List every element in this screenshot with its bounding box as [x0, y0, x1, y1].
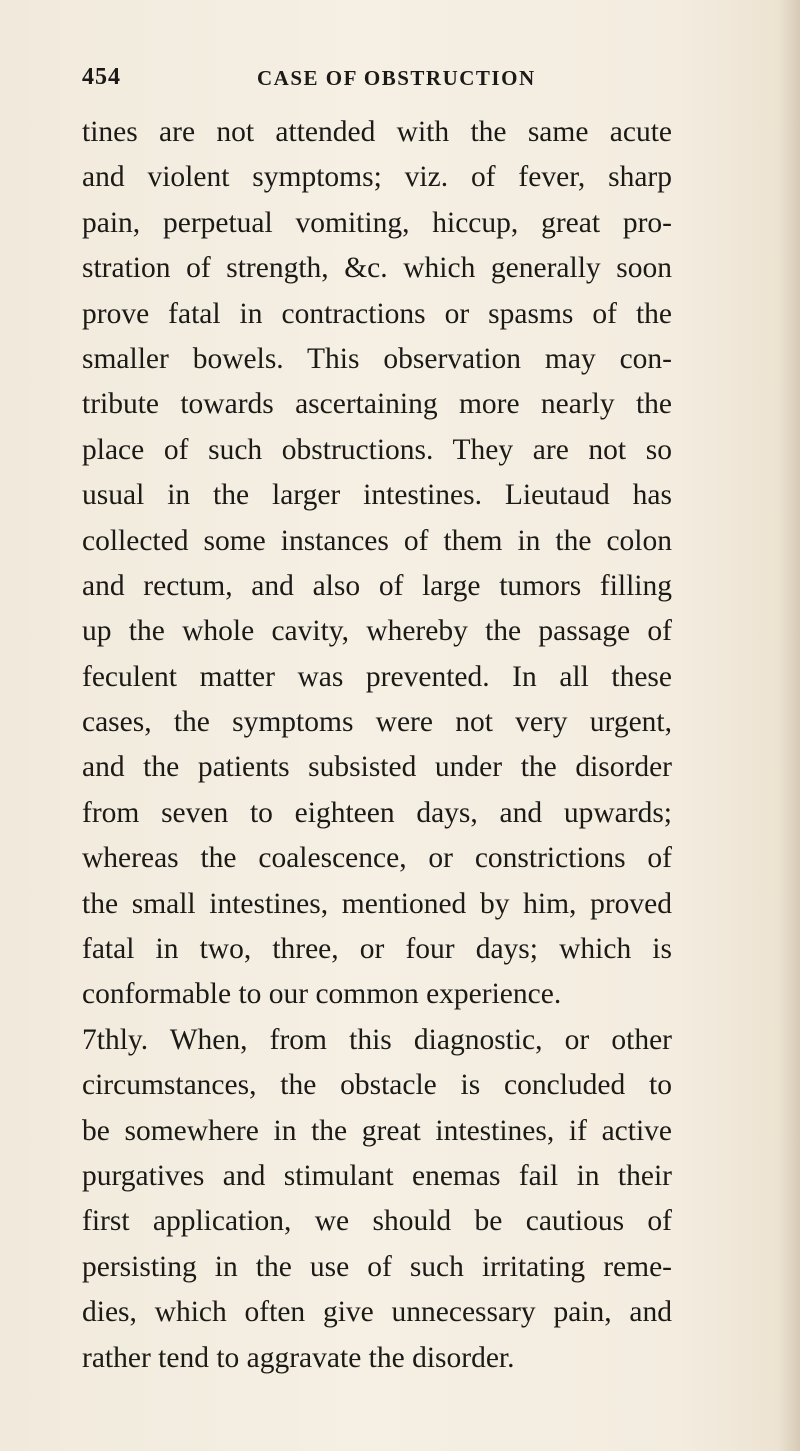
text-line: the small intestines, mentioned by him, proved: [82, 887, 672, 920]
text-line: and the patients subsisted under the disorder: [82, 751, 672, 784]
text-line: purgatives and stimulant enemas fail in their: [82, 1159, 672, 1192]
body-text: [82, 110, 672, 1381]
text-line: feculent matter was prevented. In all these: [82, 660, 672, 693]
running-head: CASE OF OBSTRUCTION: [257, 66, 536, 90]
text-line: pain, perpetual vomiting, hiccup, great pro-: [82, 206, 672, 239]
text-line: persisting in the use of such irritating reme-: [82, 1250, 672, 1283]
text-line: prove fatal in contractions or spasms of the: [82, 297, 672, 330]
text-line: place of such obstructions. They are not so: [82, 433, 672, 466]
text-line: smaller bowels. This observation may con-: [82, 342, 672, 375]
text-line: stration of strength, &c. which generally soon: [82, 252, 672, 285]
text-line: first application, we should be cautious of: [82, 1205, 672, 1238]
text-line: fatal in two, three, or four days; which is: [82, 933, 672, 966]
page-edge-shadow: [778, 0, 800, 1451]
text-line: and rectum, and also of large tumors filling: [82, 569, 672, 602]
text-line: be somewhere in the great intestines, if active: [82, 1114, 672, 1147]
text-line: usual in the larger intestines. Lieutaud has: [82, 479, 672, 512]
text-line: from seven to eighteen days, and upwards;: [82, 796, 672, 829]
text-line: collected some instances of them in the colon: [82, 524, 672, 557]
text-line: tines are not attended with the same acute: [82, 116, 672, 148]
text-line: 7thly. When, from this diagnostic, or other: [82, 1023, 672, 1056]
text-line: circumstances, the obstacle is concluded to: [82, 1069, 672, 1102]
page-header: [82, 64, 682, 96]
text-line: cases, the symptoms were not very urgent,: [82, 706, 672, 739]
text-line: rather tend to aggravate the disorder.: [82, 1341, 515, 1374]
text-line: and violent symptoms; viz. of fever, sharp: [82, 161, 672, 194]
page-number: 454: [82, 64, 121, 90]
text-line: conformable to our common experience.: [82, 978, 562, 1011]
text-line: whereas the coalescence, or constrictions of: [82, 842, 672, 875]
text-line: up the whole cavity, whereby the passage of: [82, 615, 672, 648]
text-line: dies, which often give unnecessary pain, and: [82, 1296, 672, 1329]
text-line: tribute towards ascertaining more nearly the: [82, 388, 672, 421]
